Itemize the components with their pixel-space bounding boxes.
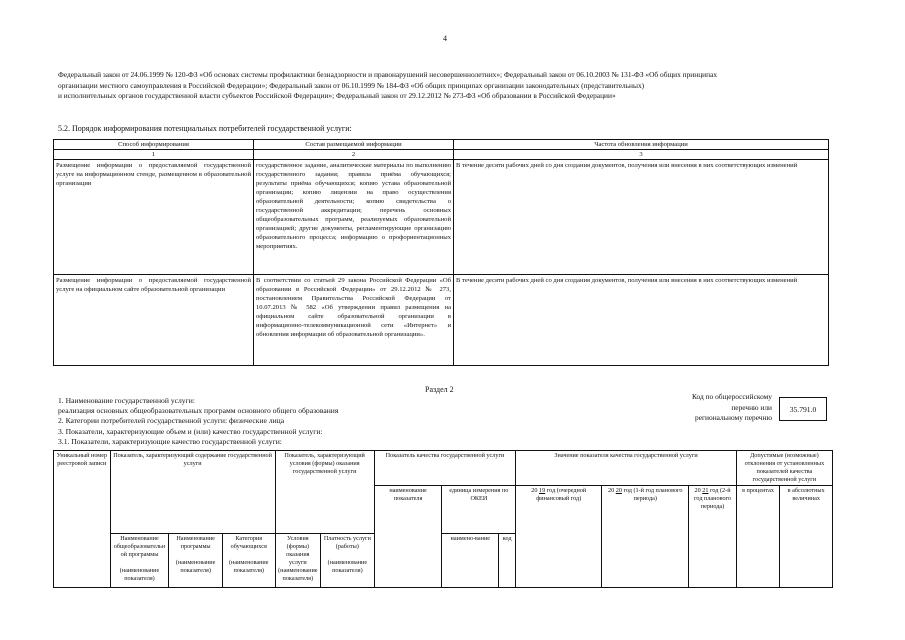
quality-indicators-table <box>53 450 833 588</box>
h-service-fee: Платность услуги (работы) (наименование показателя) <box>321 534 375 588</box>
service-name-label: 1. Наименование государственной услуги: <box>58 396 195 405</box>
info-method-cell: Размещение информации о предоставляемой государственной услуге на информационном стенде, размещенном в образовательной организации <box>54 160 254 275</box>
h-unit-name: наимено-вание <box>442 534 499 588</box>
h-year-2: 20 20 год (1-й год планового периода) <box>602 486 689 588</box>
section-2-title: Раздел 2 <box>425 385 454 394</box>
h-quality-indicator: Показатель качества государственной услуги <box>374 451 516 486</box>
info-frequency-cell: В течение десяти рабочих дней со дня создания документов, получения или внесения в них соответствующих изменений <box>454 275 829 366</box>
col-number: 1 <box>54 150 254 160</box>
page-number: 4 <box>443 34 447 43</box>
col-header-frequency: Частота обновления информации <box>454 140 829 150</box>
information-procedure-table <box>53 139 829 366</box>
h-year-3: 20 21 год (2-й год планового периода) <box>689 486 737 588</box>
registry-code-label: Код по общероссийскому перечню или региональному перечню <box>691 392 772 423</box>
law-line: и исполнительных органов государственной власти субъектов Российской Федерации»; Федеральный закон от 29.12.2012 № 273-ФЗ «Об образовании в Российской Федерации» <box>58 91 616 101</box>
law-line: организации местного самоуправления в Российской Федерации»; Федеральный закон от 06.10.1999 № 184-ФЗ «Об общих принципах организации законодательных (представительных) <box>58 80 645 90</box>
service-name: реализация основных общеобразовательных программ основного общего образования <box>58 406 339 416</box>
h-deviation-absolute: в абсолютных величинах <box>780 486 833 588</box>
h-quality-values: Значение показателя качества государственной услуги <box>516 451 737 486</box>
col-number: 3 <box>454 150 829 160</box>
section-5-2-heading: 5.2. Порядок информирования потенциальных потребителей государственной услуги: <box>58 124 352 133</box>
info-content-cell: В соответствии со статьей 29 закона Российской Федерации «Об образовании в Российской Федерации» от 29.12.2012 № 273, постановлением Правительства Российской Федерации от 10.07.2013 № 582 «Об утверждении правил размещения на официальном сайте образовательной организации в информационно-телекоммуникационной сети «Интернет» и обновления информации об образовательной организации». <box>254 275 454 366</box>
h-deviation-percent: в процентах <box>736 486 779 588</box>
info-frequency-cell: В течение десяти рабочих дней со дня создания документов, получения или внесения в них соответствующих изменений <box>454 160 829 275</box>
h-unit-code: код <box>499 534 516 588</box>
h-unit: единица измерения по ОКЕИ <box>442 486 516 534</box>
h-student-category: Категория обучающихся (наименование показателя) <box>222 534 275 588</box>
law-line: Федеральный закон от 24.06.1999 № 120-ФЗ «Об основах системы профилактики безнадзорности и правонарушений несовершеннолетних»; Федеральный закон от 06.10.2003 № 131-ФЗ «Об общих принципах <box>58 70 718 79</box>
h-program: Наименование программы (наименование показателя) <box>169 534 223 588</box>
info-content-cell: государственное задание, аналитические материалы по выполнению государственного задания; правила приёма обучающихся; результаты приёма обучающихся; копию устава образовательной организации; копию лицензии на право осуществления образовательной деятельности; копию свидетельства о государственной аккредитации; перечень основных общеобразовательных программ, реализуемых образовательной организацией; другие документы, регламентирующие организацию образовательного процесса; информацию о профориентационных мероприятиях. <box>254 160 454 275</box>
info-method-cell: Размещение информации о предоставляемой государственной услуге на официальном сайте образовательной организации <box>54 275 254 366</box>
col-header-content: Состав размещаемой информации <box>254 140 454 150</box>
h-service-conditions: Условия (формы) оказания услуги (наименование показателя) <box>275 534 321 588</box>
h-unique-number: Уникальный номер реестровой записи <box>54 451 111 588</box>
h-conditions-indicator: Показатель, характеризующий условия (формы) оказания государственной услуги <box>275 451 374 534</box>
h-program-name: Наименование общеобразовательн ой программы (наименование показателя) <box>110 534 169 588</box>
section-2-text <box>58 396 338 447</box>
legal-basis-text <box>58 70 833 102</box>
h-indicator-name: наименование показателя <box>374 486 442 588</box>
quality-indicators-heading: 3.1. Показатели, характеризующие качество государственной услуги: <box>58 436 282 446</box>
col-header-method: Способ информирования <box>54 140 254 150</box>
h-content-indicator: Показатель, характеризующий содержание государственной услуги <box>110 451 275 534</box>
indicators-heading: 3. Показатели, характеризующие объем и (или) качество государственной услуги: <box>58 426 323 436</box>
registry-code-box: 35.791.0 <box>779 397 827 421</box>
h-year-1: 20 19 год (очередной финансовый год) <box>516 486 602 588</box>
consumer-category: 2. Категории потребителей государственной услуги: физические лица <box>58 416 285 426</box>
h-deviation: Допустимые (возможные) отклонения от установленных показателей качества государственной услуги <box>736 451 832 486</box>
col-number: 2 <box>254 150 454 160</box>
